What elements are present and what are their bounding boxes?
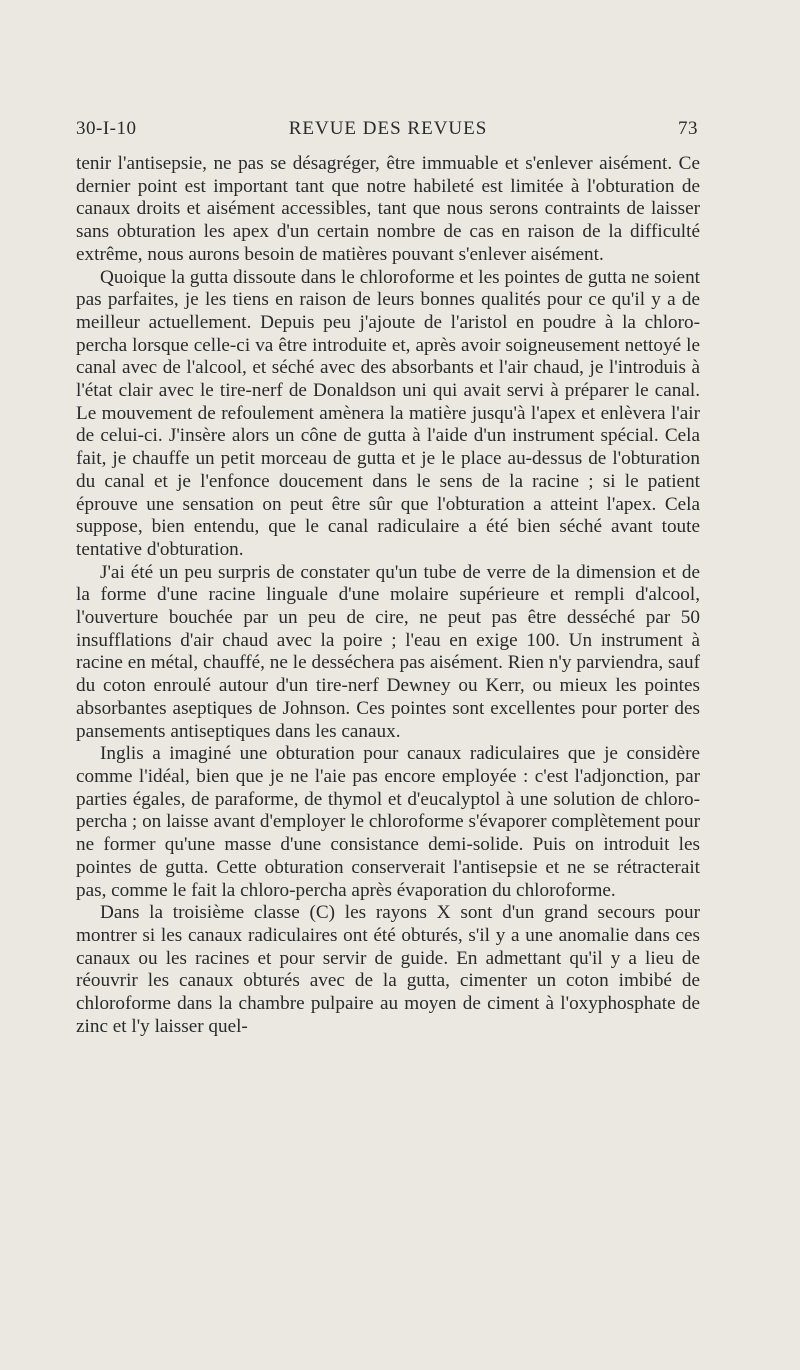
running-head [76,118,700,148]
body-text [76,153,700,1038]
paragraph-5: Dans la troisième classe (C) les rayons X sont d'un grand secours pour montrer si les canaux radiculaires ont été obturés, s'il y a une anomalie dans ces canaux ou les racines et pour servir de guide. En admettant qu'il y a lieu de réouvrir les canaux obturés avec de la gutta, cimenter un coton imbibé de chloroforme dans la chambre pulpaire au moyen de ciment à l'oxyphosphate de zinc et l'y laisser quel- [76,902,700,1037]
header-title: REVUE DES REVUES [288,118,488,139]
paragraph-4: Inglis a imaginé une obturation pour canaux radiculaires que je considère comme l'idéal, bien que je ne l'aie pas encore employée : c'est l'adjonction, par parties égales, de paraforme, de thymol et d'eucalyptol à une solution de chloro-percha ; on laisse avant d'employer le chloroforme s'évaporer complètement pour ne former qu'une masse d'une consistance demi-solide. Puis on introduit les pointes de gutta. Cette obturation conserverait l'antisepsie et ne se rétracterait pas, comme le fait la chloro-percha après évaporation du chloroforme. [76,743,700,901]
paragraph-1: tenir l'antisepsie, ne pas se désagréger, être immuable et s'enlever aisément. Ce dernier point est important tant que notre habileté est limitée à l'obturation de canaux droits et aisément accessibles, tant que nous serons contraints de laisser sans obturation les apex d'un certain nombre de cas en raison de la difficulté extrême, nous aurons besoin de matières pouvant s'enlever aisément. [76,153,700,265]
page-number: 73 [678,118,698,139]
paragraph-2: Quoique la gutta dissoute dans le chloroforme et les pointes de gutta ne soient pas parfaites, je les tiens en raison de leurs bonnes qualités pour ce qu'il y a de meilleur actuellement. Depuis peu j'ajoute de l'aristol en poudre à la chloro-percha lorsque celle-ci va être introduite et, après avoir soigneusement nettoyé le canal avec de l'alcool, et séché avec des absorbants et l'air chaud, je l'introduis à l'état clair avec le tire-nerf de Donaldson uni qui avait servi à préparer le canal. Le mouvement de refoulement amènera la matière jusqu'à l'apex et enlèvera l'air de celui-ci. J'insère alors un cône de gutta à l'aide d'un instrument spécial. Cela fait, je chauffe un petit morceau de gutta et je le place au-dessus de l'obturation du canal et je l'enfonce doucement dans le sens de la racine ; si le patient éprouve une sensation on peut être sûr que l'obturation a atteint l'apex. Cela suppose, bien entendu, que le canal radiculaire a été bien séché avant toute tentative d'obturation. [76,266,700,560]
paragraph-3: J'ai été un peu surpris de constater qu'un tube de verre de la dimension et de la forme d'une racine linguale d'une molaire supérieure et rempli d'alcool, l'ouverture bouchée par un peu de cire, ne peut pas être desséché par 50 insufflations d'air chaud avec la poire ; l'eau en exige 100. Un instrument à racine en métal, chauffé, ne le desséchera pas aisément. Rien n'y parviendra, sauf du coton enroulé autour d'un tire-nerf Dewney ou Kerr, ou mieux les pointes absorbantes aseptiques de Johnson. Ces pointes sont excellentes pour porter des pansements antiseptiques dans les canaux. [76,561,700,742]
header-date: 30-I-10 [76,118,137,139]
